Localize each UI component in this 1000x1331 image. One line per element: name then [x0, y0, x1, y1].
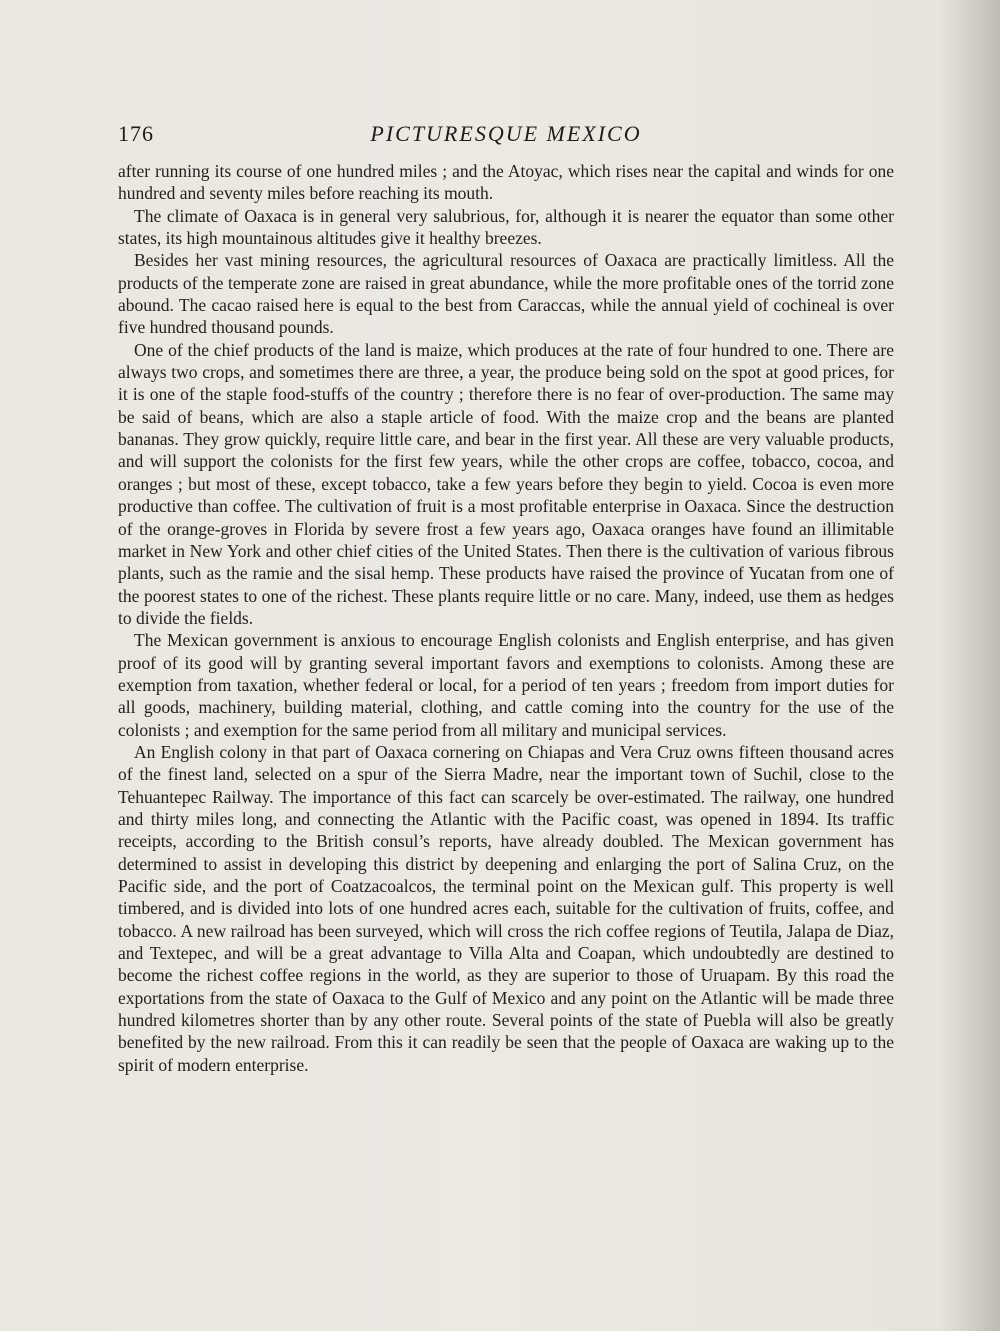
paragraph-government: The Mexican government is anxious to encourage English colonists and English enterprise, and has given proof of its good will by granting several important favors and exemptions to colonists. Among these are exemption from taxation, whether federal or local, for a period of ten years ; freedom from import duties for all goods, machinery, building material, clothing, and cattle coming into the country for the use of the colonists ; and exemption for the same period from all military and municipal services.: [118, 630, 894, 740]
paragraph-resources: Besides her vast mining resources, the agricultural resources of Oaxaca are practically limitless. All the products of the temperate zone are raised in great abundance, while the more profitable ones of the torrid zone abound. The cacao raised here is equal to the best from Caraccas, while the annual yield of cochineal is over five hundred thousand pounds.: [118, 250, 894, 338]
paragraph-maize: One of the chief products of the land is maize, which produces at the rate of four hundred to one. There are always two crops, and sometimes there are three, a year, the produce being sold on the spot at good prices, for it is one of the staple food-stuffs of the country ; therefore there is no fear of over-production. The same may be said of beans, which are also a staple article of food. With the maize crop and the beans are planted bananas. They grow quickly, require little care, and bear in the first year. All these are very valuable products, and will support the colonists for the first few years, while the other crops are coffee, tobacco, cocoa, and oranges ; but most of these, except tobacco, take a few years before they begin to yield. Cocoa is even more productive than coffee. The cultivation of fruit is a most profitable enterprise in Oaxaca. Since the destruction of the orange-groves in Florida by severe frost a few years ago, Oaxaca oranges have found an illimitable market in New York and other chief cities of the United States. Then there is the cultivation of various fibrous plants, such as the ramie and the sisal hemp. These products have raised the province of Yucatan from one of the poorest states to one of the richest. These plants require little or no care. Many, indeed, use them as hedges to divide the fields.: [118, 339, 894, 628]
body-text: [118, 160, 894, 1076]
paragraph-climate: The climate of Oaxaca is in general very salubrious, for, although it is nearer the equator than some other states, its high mountainous altitudes give it healthy breezes.: [118, 205, 894, 249]
paragraph-continued: after running its course of one hundred miles ; and the Atoyac, which rises near the capital and winds for one hundred and seventy miles before reaching its mouth.: [118, 161, 894, 204]
page-header: [118, 121, 894, 151]
paragraph-colony: An English colony in that part of Oaxaca cornering on Chiapas and Vera Cruz owns fifteen thousand acres of the finest land, selected on a spur of the Sierra Madre, near the important town of Suchil, close to the Tehuantepec Railway. The importance of this fact can scarcely be over-estimated. The railway, one hundred and thirty miles long, and connecting the Atlantic with the Pacific coast, was opened in 1894. Its traffic receipts, according to the British consul’s reports, have already doubled. The Mexican government has determined to assist in developing this district by deepening and enlarging the port of Salina Cruz, on the Pacific side, and the port of Coatzacoalcos, the terminal point on the Mexican gulf. This property is well timbered, and is divided into lots of one hundred acres each, suitable for the cultivation of fruits, coffee, and tobacco. A new railroad has been surveyed, which will cross the rich coffee regions of Teutila, Jalapa de Diaz, and Textepec, and will be a great advantage to Villa Alta and Coapan, which undoubtedly are destined to become the richest coffee regions in the world, as they are superior to those of Uruapam. By this road the exportations from the state of Oaxaca to the Gulf of Mexico and any point on the Atlantic will be made three hundred kilometres shorter than by any other route. Several points of the state of Puebla will also be greatly benefited by the new railroad. From this it can readily be seen that the people of Oaxaca are waking up to the spirit of modern enterprise.: [118, 741, 894, 1075]
page-number: 176: [118, 121, 154, 146]
running-title: PICTURESQUE MEXICO: [370, 121, 642, 146]
